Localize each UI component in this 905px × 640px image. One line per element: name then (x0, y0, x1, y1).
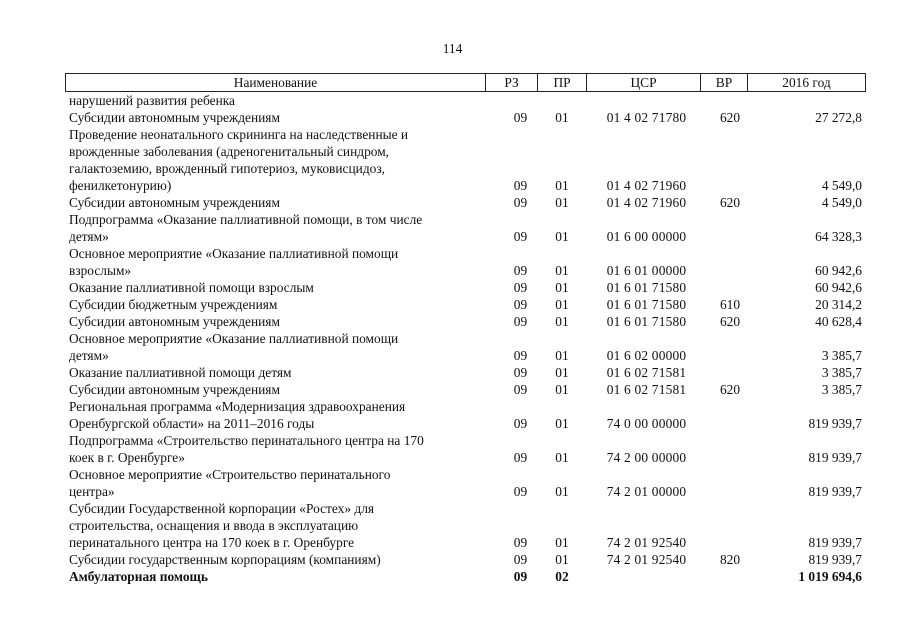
row-name-line: Оренбургской области» на 2011–2016 годы (69, 416, 315, 431)
row-rz: 09 (513, 178, 528, 193)
row-vr: 620 (719, 110, 741, 125)
row-amount: 3 385,7 (821, 348, 862, 363)
row-name-line: нарушений развития ребенка (69, 93, 235, 108)
header-year: 2016 год (782, 75, 831, 90)
row-name (65, 551, 490, 568)
row-pr: 01 (555, 178, 569, 193)
row-pr: 01 (555, 297, 569, 312)
table-row (65, 381, 866, 398)
row-name (65, 568, 490, 585)
row-csr: 01 6 01 00000 (606, 263, 687, 278)
table-row (65, 551, 866, 568)
row-amount: 3 385,7 (821, 365, 862, 380)
row-amount: 819 939,7 (808, 552, 862, 567)
table-row (65, 109, 866, 126)
row-name (65, 245, 490, 279)
row-name (65, 279, 490, 296)
row-amount: 819 939,7 (808, 535, 862, 550)
row-amount: 819 939,7 (808, 484, 862, 499)
row-amount: 1 019 694,6 (798, 569, 862, 584)
row-csr: 74 2 00 00000 (606, 450, 687, 465)
row-name (65, 381, 490, 398)
table-row (65, 568, 866, 585)
table-row (65, 330, 866, 364)
row-amount: 4 549,0 (821, 195, 862, 210)
row-amount: 60 942,6 (815, 263, 862, 278)
table-row (65, 364, 866, 381)
row-amount: 60 942,6 (815, 280, 862, 295)
row-name-line: Оказание паллиативной помощи детям (69, 365, 292, 380)
row-amount: 3 385,7 (821, 382, 862, 397)
row-name (65, 126, 490, 194)
row-name (65, 398, 490, 432)
row-name-line: Подпрограмма «Строительство перинатального центра на 170 (69, 433, 424, 448)
row-amount: 20 314,2 (815, 297, 862, 312)
row-name-line: детям» (69, 348, 109, 363)
row-name (65, 109, 490, 126)
row-name (65, 313, 490, 330)
row-name-line: Субсидии автономным учреждениям (69, 382, 280, 397)
row-rz: 09 (513, 110, 528, 125)
row-rz: 09 (513, 314, 528, 329)
row-vr: 610 (719, 297, 741, 312)
row-pr: 01 (555, 195, 569, 210)
row-rz: 09 (513, 484, 528, 499)
row-rz: 09 (513, 535, 528, 550)
row-amount: 64 328,3 (815, 229, 862, 244)
row-name-line: врожденные заболевания (адреногенитальный синдром, (69, 144, 390, 159)
row-rz: 09 (513, 416, 528, 431)
row-name-line: Основное мероприятие «Оказание паллиативной помощи (69, 246, 399, 261)
row-rz: 09 (513, 569, 528, 584)
row-pr: 01 (555, 280, 569, 295)
row-rz: 09 (513, 552, 528, 567)
row-rz: 09 (513, 280, 528, 295)
row-name-line: перинатального центра на 170 коек в г. Оренбурге (69, 535, 355, 550)
table-row (65, 466, 866, 500)
row-vr: 820 (719, 552, 741, 567)
row-name (65, 330, 490, 364)
row-amount: 27 272,8 (815, 110, 862, 125)
row-csr: 01 6 00 00000 (606, 229, 687, 244)
table-row (65, 245, 866, 279)
row-csr: 01 6 01 71580 (606, 280, 687, 295)
row-name-line: Подпрограмма «Оказание паллиативной помощи, в том числе (69, 212, 423, 227)
row-pr: 01 (555, 416, 569, 431)
row-csr: 01 6 01 71580 (606, 297, 687, 312)
header-name: Наименование (66, 74, 486, 91)
row-name (65, 296, 490, 313)
row-pr: 01 (555, 365, 569, 380)
table-body (65, 92, 866, 585)
row-csr: 01 6 02 71581 (606, 365, 687, 380)
table-row (65, 313, 866, 330)
row-csr: 74 0 00 00000 (606, 416, 687, 431)
row-csr: 74 2 01 00000 (606, 484, 687, 499)
row-name-line: Субсидии государственным корпорациям (компаниям) (69, 552, 381, 567)
row-name-line: Региональная программа «Модернизация здравоохранения (69, 399, 406, 414)
row-name (65, 500, 490, 551)
row-name-line: взрослым» (69, 263, 132, 278)
row-rz: 09 (513, 348, 528, 363)
table-row (65, 194, 866, 211)
table-header (65, 73, 866, 92)
row-name (65, 364, 490, 381)
row-rz: 09 (513, 263, 528, 278)
row-pr: 01 (555, 382, 569, 397)
row-csr: 74 2 01 92540 (606, 552, 687, 567)
row-name-line: Субсидии Государственной корпорации «Ростех» для (69, 501, 375, 516)
row-name (65, 194, 490, 211)
row-amount: 819 939,7 (808, 450, 862, 465)
row-csr: 74 2 01 92540 (606, 535, 687, 550)
row-csr: 01 6 02 00000 (606, 348, 687, 363)
table-row (65, 398, 866, 432)
row-rz: 09 (513, 365, 528, 380)
row-vr: 620 (719, 314, 741, 329)
row-pr: 01 (555, 484, 569, 499)
row-name-line: Субсидии автономным учреждениям (69, 314, 280, 329)
row-pr: 02 (555, 569, 569, 584)
row-csr: 01 6 02 71581 (606, 382, 687, 397)
table-row (65, 432, 866, 466)
row-pr: 01 (555, 229, 569, 244)
row-amount: 4 549,0 (821, 178, 862, 193)
row-name-line: центра» (69, 484, 115, 499)
row-name-line: Субсидии автономным учреждениям (69, 195, 280, 210)
page-number: 114 (442, 41, 463, 56)
row-rz: 09 (513, 382, 528, 397)
row-name (65, 466, 490, 500)
row-name-line: Оказание паллиативной помощи взрослым (69, 280, 314, 295)
table-row (65, 126, 866, 194)
row-pr: 01 (555, 450, 569, 465)
row-name-line: Субсидии автономным учреждениям (69, 110, 280, 125)
table-row (65, 279, 866, 296)
row-name-line: Субсидии бюджетным учреждениям (69, 297, 278, 312)
row-name-line: Основное мероприятие «Строительство перинатального (69, 467, 391, 482)
header-rz: РЗ (486, 74, 538, 91)
row-amount: 819 939,7 (808, 416, 862, 431)
header-pr: ПР (538, 74, 587, 91)
row-rz: 09 (513, 195, 528, 210)
row-name-line: Проведение неонатального скрининга на наследственные и (69, 127, 409, 142)
header-vr: ВР (701, 74, 748, 91)
row-csr: 01 4 02 71780 (606, 110, 687, 125)
row-name-line: детям» (69, 229, 109, 244)
row-csr: 01 6 01 71580 (606, 314, 687, 329)
row-rz: 09 (513, 297, 528, 312)
row-rz: 09 (513, 450, 528, 465)
table-row (65, 211, 866, 245)
row-csr: 01 4 02 71960 (606, 195, 687, 210)
row-name-line: фенилкетонурию) (69, 178, 172, 193)
table-row (65, 92, 866, 109)
table-row (65, 296, 866, 313)
row-rz: 09 (513, 229, 528, 244)
row-name (65, 432, 490, 466)
budget-table (65, 73, 866, 585)
row-name-line: галактоземию, врожденный гипотериоз, муковисцидоз, (69, 161, 385, 176)
row-name (65, 211, 490, 245)
row-name-line: Амбулаторная помощь (69, 569, 208, 584)
row-vr: 620 (719, 382, 741, 397)
row-pr: 01 (555, 348, 569, 363)
table-row (65, 500, 866, 551)
row-name (65, 92, 490, 109)
row-name-line: Основное мероприятие «Оказание паллиативной помощи (69, 331, 399, 346)
row-name-line: строительства, оснащения и ввода в эксплуатацию (69, 518, 359, 533)
row-pr: 01 (555, 535, 569, 550)
header-csr: ЦСР (587, 74, 701, 91)
row-amount: 40 628,4 (815, 314, 862, 329)
row-csr: 01 4 02 71960 (606, 178, 687, 193)
row-pr: 01 (555, 110, 569, 125)
row-pr: 01 (555, 552, 569, 567)
row-vr: 620 (719, 195, 741, 210)
row-pr: 01 (555, 314, 569, 329)
row-pr: 01 (555, 263, 569, 278)
row-name-line: коек в г. Оренбурге» (69, 450, 185, 465)
